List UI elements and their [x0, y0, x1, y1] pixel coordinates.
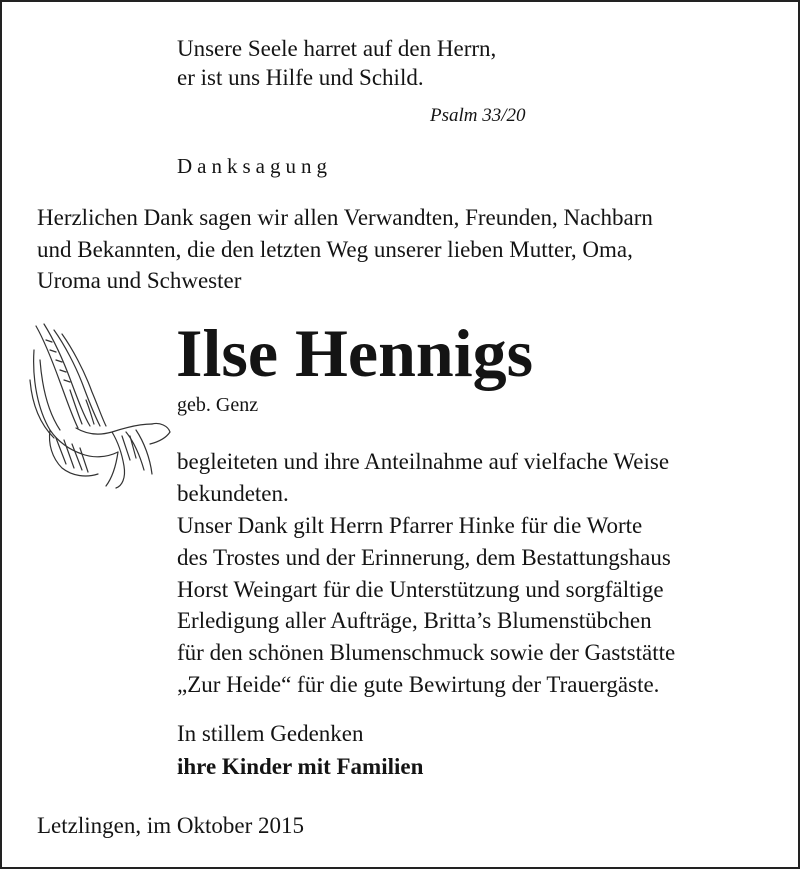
intro-line-3: Uroma und Schwester — [37, 268, 242, 293]
body-line-3: Unser Dank gilt Herrn Pfarrer Hinke für die Worte — [177, 513, 643, 538]
verse-reference: Psalm 33/20 — [430, 105, 526, 126]
deceased-name: Ilse Hennigs — [176, 315, 534, 391]
place-date: Letzlingen, im Oktober 2015 — [37, 813, 304, 838]
body-line-2: bekundeten. — [177, 481, 289, 506]
signature: ihre Kinder mit Familien — [177, 754, 424, 779]
body-line-5: Horst Weingart für die Unterstützung und sorgfältige — [177, 577, 664, 602]
body-line-4: des Trostes und der Erinnerung, dem Bestattungshaus — [177, 545, 671, 570]
body-line-8: „Zur Heide“ für die gute Bewirtung der Trauergäste. — [177, 672, 660, 697]
intro-line-2: und Bekannten, die den letzten Weg unserer lieben Mutter, Oma, — [37, 237, 633, 262]
intro-line-1: Herzlichen Dank sagen wir allen Verwandten, Freunden, Nachbarn — [37, 205, 653, 230]
praying-hands-icon — [26, 320, 172, 492]
heading: Danksagung — [177, 154, 332, 178]
body-line-6: Erledigung aller Aufträge, Britta’s Blumenstübchen — [177, 608, 652, 633]
verse-line-2: er ist uns Hilfe und Schild. — [177, 65, 424, 90]
closing-line: In stillem Gedenken — [177, 721, 364, 746]
verse-line-1: Unsere Seele harret auf den Herrn, — [177, 36, 497, 61]
body-line-7: für den schönen Blumenschmuck sowie der Gaststätte — [177, 640, 676, 665]
body-line-1: begleiteten und ihre Anteilnahme auf vielfache Weise — [177, 449, 670, 474]
birth-name: geb. Genz — [177, 394, 259, 416]
